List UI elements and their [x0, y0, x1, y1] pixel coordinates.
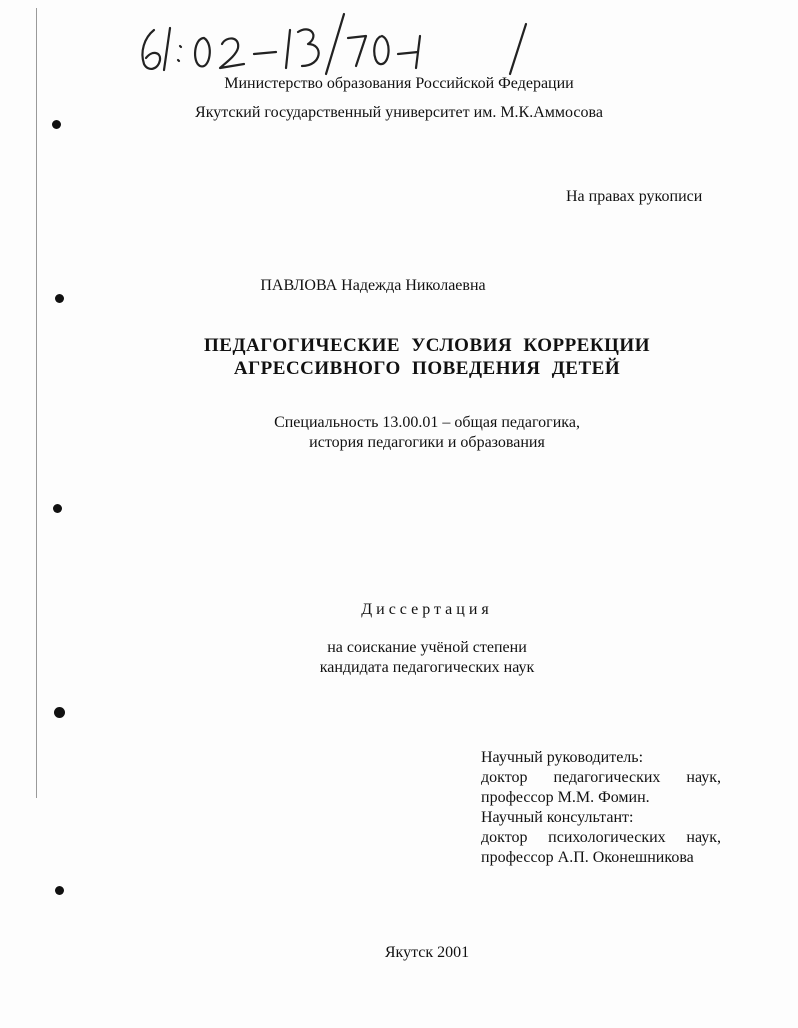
author-name: ПАВЛОВА Надежда Николаевна — [260, 277, 486, 294]
advisor-name: профессор М.М. Фомин. — [481, 789, 650, 806]
consultant-name: профессор А.П. Оконешникова — [481, 849, 694, 866]
advisor-degree: доктор педагогических наук, — [481, 769, 721, 786]
manuscript-note: На правах рукописи — [566, 188, 703, 205]
advisor-heading: Научный руководитель: — [481, 749, 644, 766]
degree-line-2: кандидата педагогических наук — [319, 659, 535, 676]
degree-line-1: на соискание учёной степени — [327, 639, 527, 656]
thesis-title-line-2: АГРЕССИВНОГО ПОВЕДЕНИЯ ДЕТЕЙ — [233, 358, 621, 379]
scan-margin-line — [36, 8, 37, 798]
thesis-title-line-1: ПЕДАГОГИЧЕСКИЕ УСЛОВИЯ КОРРЕКЦИИ — [204, 335, 650, 356]
handwritten-archive-code — [130, 8, 560, 78]
punch-hole-mark — [53, 504, 62, 513]
specialty-line-1: Специальность 13.00.01 – общая педагогика, — [274, 414, 580, 431]
dissertation-label: Диссертация — [361, 601, 493, 618]
ministry-heading: Министерство образования Российской Федерации — [224, 75, 574, 92]
city-year: Якутск 2001 — [384, 944, 470, 961]
consultant-degree: доктор психологических наук, — [481, 829, 721, 846]
consultant-heading: Научный консультант: — [481, 809, 634, 826]
punch-hole-mark — [54, 707, 65, 718]
university-heading: Якутский государственный университет им. М.К.Аммосова — [195, 104, 603, 121]
punch-hole-mark — [55, 886, 64, 895]
specialty-line-2: история педагогики и образования — [309, 434, 545, 451]
